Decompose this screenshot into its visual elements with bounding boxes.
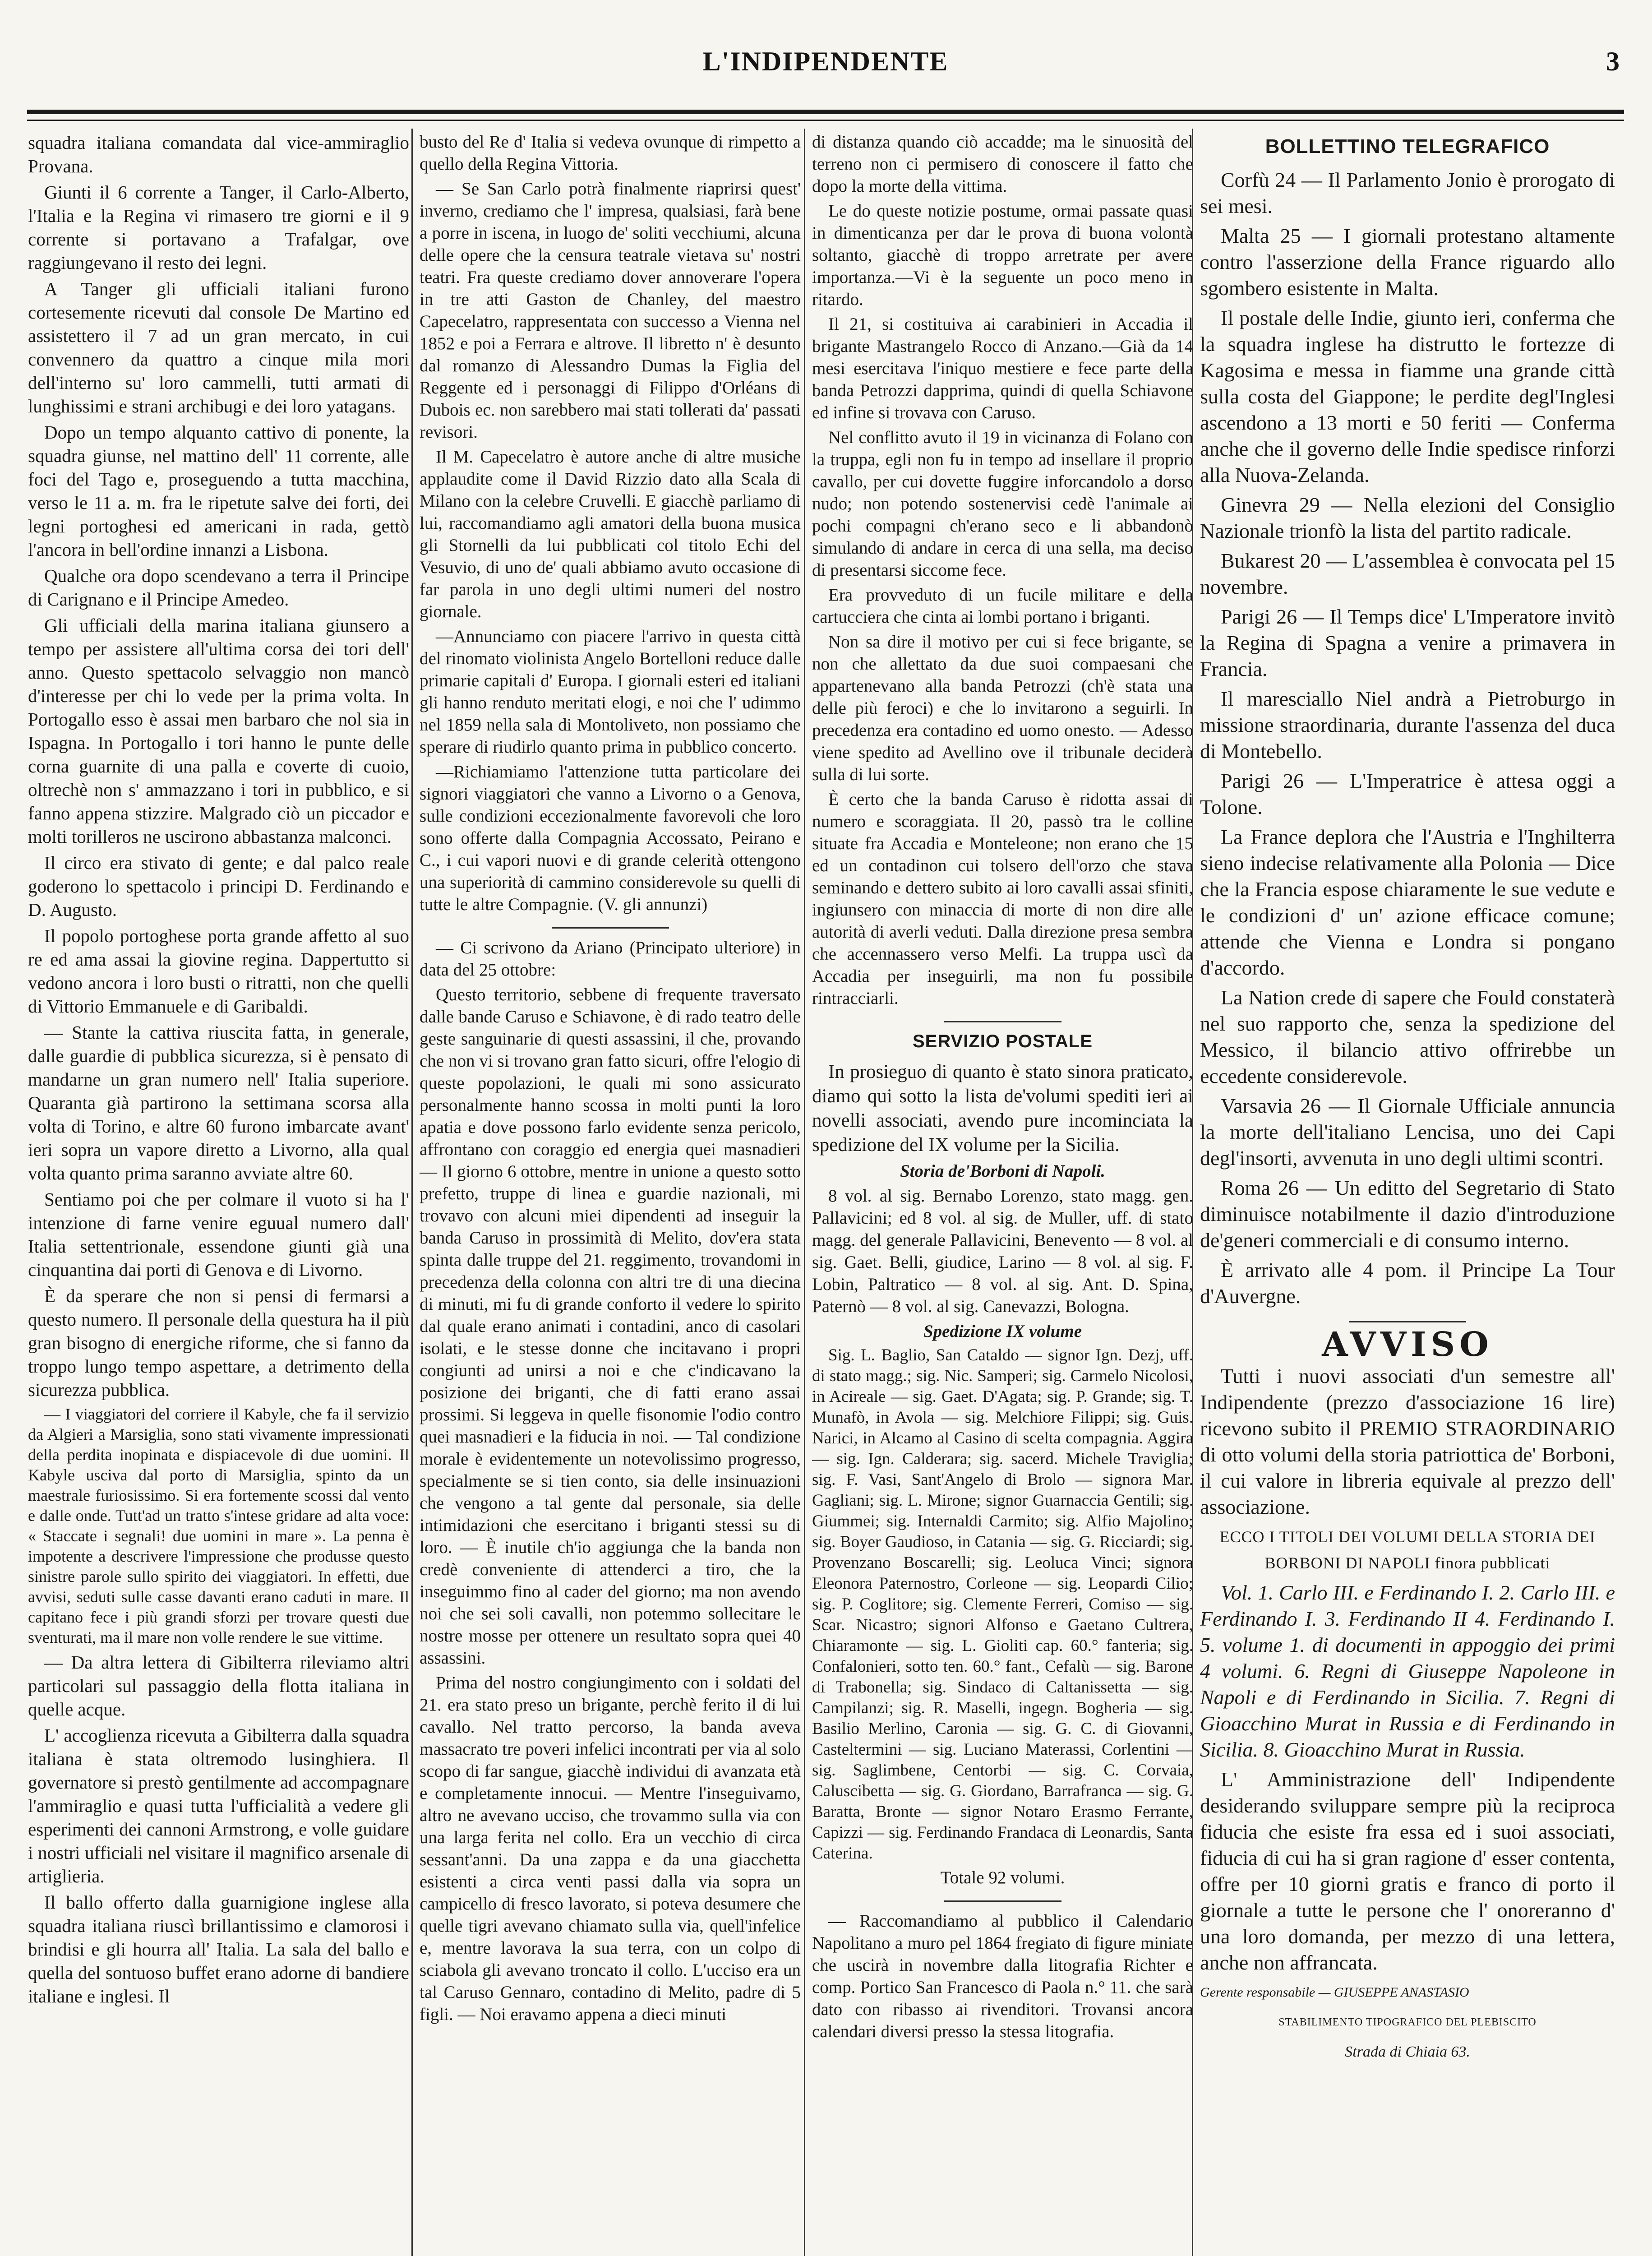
section-rule — [944, 1900, 1061, 1902]
paragraph: Malta 25 — I giornali protestano altamente contro l'asserzione della France riguardo allo sgombero esistente in Malta. — [1200, 224, 1615, 300]
paragraph: È arrivato alle 4 pom. il Principe La Tour d'Auvergne. — [1200, 1258, 1615, 1308]
printer-address: Strada di Chiaia 63. — [1345, 2043, 1470, 2060]
paragraph: In prosieguo di quanto è stato sinora praticato, diamo qui sotto la lista de'volumi spediti ieri ai novelli associati, avendo pure incominciata la spedizione del IX volume per la Sicilia. — [812, 1061, 1193, 1156]
section-heading-servizio-postale: SERVIZIO POSTALE — [912, 1031, 1093, 1051]
paragraph: Parigi 26 — Il Temps dice' L'Imperatore invitò la Regina di Spagna a venire a primavera in Francia. — [1200, 605, 1615, 680]
page-number: 3 — [1606, 46, 1620, 76]
paragraph: L' accoglienza ricevuta a Gibilterra dalla squadra italiana è stata oltremodo lusinghiera. Il governatore si prestò gentilmente ad accompagnare l'ammiraglio e quasi tutta l'ufficialità a vedere gli esperimenti dei cannoni Armstrong, e volle guidare i nostri ufficiali nel visitare il magnifico arsenale di artiglieria. — [28, 1725, 409, 1886]
paragraph: Il circo era stivato di gente; e dal palco reale goderono lo spettacolo i principi D. Ferdinando e D. Augusto. — [28, 852, 409, 920]
header-rule-thick — [27, 110, 1624, 114]
section-rule — [552, 927, 669, 929]
paragraph: — Ci scrivono da Ariano (Principato ulteriore) in data del 25 ottobre: — [420, 938, 801, 980]
paragraph: — Stante la cattiva riuscita fatta, in generale, dalle guardie di pubblica sicurezza, si è pensato di mandarne un gran numero nell' Italia superiore. Quaranta già partirono la settimana scorsa alla volta di Torino, e altre 60 furono imbarcate avant' ieri sopra un vapore diretto a Livorno, alla qual volta quanto prima saranno avviate altre 60. — [28, 1022, 409, 1183]
paragraph: Gli ufficiali della marina italiana giunsero a tempo per assistere all'ultima corsa dei tori dell' anno. Questo spettacolo selvaggio non mancò d'interesse per chi lo vede per la prima volta. In Portogallo esso è assai men barbaro che nol sia in Ispagna. In Portogallo i tori hanno le punte delle corna guarnite di una palla e coverte di cuoio, oltrechè non s' ammazzano i tori in pubblico, e si fanno appena stizzire. Malgrado ciò un piccador e molti torilleros ne uscirono abbastanza malconci. — [28, 615, 409, 847]
paragraph: Dopo un tempo alquanto cattivo di ponente, la squadra giunse, nel mattino dell' 11 corrente, alle foci del Tago e, proseguendo a tutta macchina, verso le 11 a. m. fra le ripetute salve dei forti, dei legni portoghesi ed americani in rada, gettò l'ancora in bell'ordine innanzi a Lisbona. — [28, 422, 409, 560]
column-2 — [420, 131, 801, 2256]
column-divider — [804, 129, 805, 2256]
paragraph: Il postale delle Indie, giunto ieri, conferma che la squadra inglese ha distrutto le fortezze di Kagosima e messa in fiamme una grande città sulla costa del Giappone; le perdite degl'Inglesi ascendono a 13 morti e 50 feriti — Conferma anche che il governo delle Indie spedisce rinforzi alla Nuova-Zelanda. — [1200, 306, 1615, 486]
paragraph: busto del Re d' Italia si vedeva ovunque di rimpetto a quello della Regina Vittoria. — [420, 132, 801, 174]
paragraph: Sig. L. Baglio, San Cataldo — signor Ign. Dezj, uff. di stato magg.; sig. Nic. Samperi; sig. Carmelo Nicolosi, in Acireale — sig. Gaet. D'Agata; sig. P. Grande; sig. T. Munafò, in Avola — sig. Melchiore Filippi; sig. Guis. Narici, in Alcamo al Casino di scelta compagnia. Aggira — sig. Ign. Calderara; sig. sacerd. Michele Traviglia; sig. F. Vasi, Sant'Angelo di Brolo — signora Mar. Gagliani; sig. L. Mirone; signor Guarnaccia Gentili; sig. Giummei; sig. Internaldi Carmito; sig. Alfio Majolino; sig. Boyer Gaudioso, in Catania — sig. G. Ricciardi; sig. Provenzano Boscarelli; sig. Leoluca Vinci; signora Eleonora Paternostro, Corleone — sig. Leopardi Cilio; sig. P. Coglitore; sig. Clemente Ferreri, Comiso — sig. Scar. Nicastro; signori Alfonso e Gaetano Cultrera, Chiaramonte — sig. L. Gioliti cap. 60.° fanteria; sig. Confalonieri, sotto ten. 60.° fant., Cefalù — sig. Barone di Trabonella; sig. Sindaco di Caltanissetta — sig. Campilanzi; sig. R. Maselli, ingegn. Bogheria — sig. Basilio Merlino, Caronia — sig. G. C. di Giovanni, Casteltermini — sig. Luciano Materassi, Corlentini — sig. Saglimbene, Centorbi — sig. C. Corvaia, Caluscibetta — sig. G. Giordano, Barrafranca — sig. G. Baratta, Bronte — signor Notaro Erasmo Ferrante, Capizzi — sig. Ferdinando Frandaca di Leonardis, Santa Caterina. — [812, 1346, 1193, 1863]
paragraph: Nel conflitto avuto il 19 in vicinanza di Folano con la truppa, egli non fu in tempo ad insellare il proprio cavallo, per cui dovette fuggire inforcandolo a dorso nudo; non potendo sostenervisi cedè l'animale ai pochi compagni ch'erano seco e li abbandonò simulando di andare in cerca di una sella, ma deciso di presentarsi siccome fece. — [812, 428, 1193, 580]
paragraph: Il popolo portoghese porta grande affetto al suo re ed ama assai la giovine regina. Dappertutto si vedono ancora i loro busti o ritratti, non che quelli di Vittorio Emmanuele e di Garibaldi. — [28, 925, 409, 1017]
paragraph: Questo territorio, sebbene di frequente traversato dalle bande Caruso e Schiavone, è di rado teatro delle geste sanguinarie di questi assassini, il che, provando che non vi si trovano gran fatto sicuri, offre l'elogio di queste popolazioni, le quali mi sono assicurato personalmente hanno scossa in molti punti la loro apatia e dove possono farlo evidente senza pericolo, affrontano con coraggio ed energia quei masnadieri — Il giorno 6 ottobre, mentre in unione a questo sotto prefetto, truppe di linea e guardie nazionali, mi trovavo con alcuni miei dipendenti ad inseguir la banda Caruso in prossimità di Melito, dov'era stata spinta dalle truppe del 21. reggimento, trovandomi in precedenza della colonna con altri tre di una diecina di minuti, mi fu di grande conforto il vedere lo spirito dal quale erano animati i contadini, anco di casolari isolati, e le stesse donne che incitavano i propri congiunti ad unirsi a noi e che c'indicavano la posizione dei briganti, che di fatti erano assai prossimi. Si leggeva in quelle fisonomie l'odio contro quei masnadieri e la fiducia in noi. — Tal condizione morale è evidentemente un notevolissimo progresso, specialmente se si tien conto, sia delle insinuazioni che vengono a tal gente dal personale, sia delle intimidazioni che esercitano i briganti stessi su di loro. — È inutile ch'io aggiunga che la banda non credè conveniente di attenderci a tiro, che la inseguimmo fino al cader del giorno; ma non avendo noi che sei soli cavalli, non potemmo sollecitare le nostre mosse per ottenere un resultato sopra quei 40 assassini. — [420, 985, 801, 1668]
total-volumes: Totale 92 volumi. — [940, 1868, 1065, 1887]
printer-line: STABILIMENTO TIPOGRAFICO DEL PLEBISCITO — [1278, 2016, 1537, 2028]
paragraph: Il 21, si costituiva ai carabinieri in Accadia il brigante Mastrangelo Rocco di Anzano.—Già da 14 mesi esercitava l'iniquo mestiere e fece parte della banda Petrozzi dapprima, quindi di quella Schiavone ed infine si trovava con Caruso. — [812, 314, 1193, 422]
paragraph: Roma 26 — Un editto del Segretario di Stato diminuisce notabilmente il dazio d'introduzione de'generi commerciali e di consumo interno. — [1200, 1176, 1615, 1252]
paragraph: A Tanger gli ufficiali italiani furono cortesemente ricevuti dal console De Martino ed assistettero il 7 ad un gran mercato, in cui convennero da quattro a cinque mila mori dell'interno su' loro cammelli, tutti armati di lunghissimi e strani archibugi e dei loro yatagans. — [28, 278, 409, 416]
paragraph: —Richiamiamo l'attenzione tutta particolare dei signori viaggiatori che vanno a Livorno o a Genova, sulle condizioni eccezionalmente favorevoli che loro sono offerte dalla Compagnia Accossato, Peirano e C., i cui vapori nuovi e di grande celerità ottengono una superiorità di cammino considerevole su quelli di tutte le altre Compagnie. (V. gli annunzi) — [420, 762, 801, 914]
paragraph: Parigi 26 — L'Imperatrice è attesa oggi a Tolone. — [1200, 769, 1615, 818]
paragraph: È da sperare che non si pensi di fermarsi a questo numero. Il personale della questura ha il più gran bisogno di energiche riforme, che si fanno da troppo lungo tempo aspettare, a detrimento della sicurezza pubblica. — [28, 1285, 409, 1400]
paragraph: di distanza quando ciò accadde; ma le sinuosità del terreno non ci permisero di conoscere il fatto che dopo la morte della vittima. — [812, 132, 1193, 196]
paragraph: 8 vol. al sig. Bernabo Lorenzo, stato magg. gen. Pallavicini; ed 8 vol. al sig. de Muller, uff. di stato magg. del generale Pallavicini, Benevento — 8 vol. al sig. Gaet. Belli, giudice, Larino — 8 vol. al sig. F. Lobin, Paltratico — 8 vol. al sig. Ant. D. Spina, Paternò — 8 vol. al sig. Canevazzi, Bologna. — [812, 1186, 1193, 1316]
paragraph: Prima del nostro congiungimento con i soldati del 21. era stato preso un brigante, perchè ferito il di lui cavallo. Nel tratto percorso, la banda aveva massacrato tre poveri infelici incontrati per via al solo scopo di far sangue, giacchè individui di avanzata età e completamente innocui. — Mentre l'inseguivamo, altro ne avevano ucciso, che trovammo sulla via con una larga ferita nel collo. Era un vecchio di circa sessant'anni. Da una zappa e da una giacchetta esistenti a circa venti passi dalla via sopra un campicello di fresco lavorato, si poteva desumere che quelle tigri avevano chiamato sulla via, quell'infelice e, mentre lavorava la sua terra, con un colpo di sciabola gli avevano troncato il collo. L'ucciso era un tal Caruso Gennaro, contadino di Melito, padre di 5 figli. — Noi eravamo appena a dieci minuti — [420, 1673, 801, 2024]
titles-heading: ECCO I TITOLI DEI VOLUMI DELLA STORIA DEI BORBONI DI NAPOLI finora pubblicati — [1219, 1528, 1596, 1572]
paragraph: Sentiamo poi che per colmare il vuoto si ha l' intenzione di farne venire eguual numero dall' Italia settentrionale, essendone giunti già una cinquantina dai porti di Genova e di Livorno. — [28, 1189, 409, 1280]
section-rule — [944, 1021, 1061, 1022]
paragraph: Varsavia 26 — Il Giornale Ufficiale annuncia la morte dell'italiano Lencisa, uno dei Capi degl'insorti, avvenuta in uno degli ultimi scontri. — [1200, 1094, 1615, 1170]
paragraph: Tutti i nuovi associati d'un semestre all' Indipendente (prezzo d'associazione 16 lire) ricevono subito il PREMIO STRAORDINARIO di otto volumi della storia patriottica de' Borboni, il cui valore in libreria equivale al prezzo dell' associazione. — [1200, 1364, 1615, 1518]
paragraph: —Annunciamo con piacere l'arrivo in questa città del rinomato violinista Angelo Bortelloni reduce dalle primarie capitali d' Europa. I giornali esteri ed italiani gli hanno renduto meritati elogi, e noi che l' udimmo nel 1859 nella sala di Montoliveto, non possiamo che sperare di riudirlo quanto prima in pubblico concerto. — [420, 627, 801, 757]
titles-list: Vol. 1. Carlo III. e Ferdinando I. 2. Carlo III. e Ferdinando I. 3. Ferdinando II 4. Ferdinando I. 5. volume 1. di documenti in appoggio dei primi 4 volumi. 6. Regni di Giuseppe Napoleone in Napoli e di Ferdinando in Sicilia. 7. Regni di Gioacchino Murat in Russia e di Ferdinando in Sicilia. 8. Gioacchino Murat in Russia. — [1200, 1581, 1615, 1761]
paragraph: Giunti il 6 corrente a Tanger, il Carlo-Alberto, l'Italia e la Regina vi rimasero tre giorni e il 9 corrente si portavano a Trafalgar, ove raggiungevano il resto dei legni. — [28, 182, 409, 273]
paragraph: Il M. Capecelatro è autore anche di altre musiche applaudite come il David Rizzio dato alla Scala di Milano con la celebre Cruvelli. E giacchè parliamo di lui, raccomandiamo agli amatori della buona musica gli Stornelli da lui pubblicati col titolo Echi del Vesuvio, di uno de' quali abbiamo avuto occasione di far parola in uno degli ultimi numeri del nostro giornale. — [420, 447, 801, 621]
gerente-line: Gerente responsabile — GIUSEPPE ANASTASIO — [1200, 1985, 1469, 2000]
paragraph: La Nation crede di sapere che Fould constaterà nel suo rapporto che, senza la spedizione del Messico, il bilancio attivo offrirebbe un eccedente considerevole. — [1200, 986, 1615, 1087]
column-divider — [411, 129, 413, 2256]
column-4 — [1200, 131, 1615, 2256]
masthead — [27, 46, 1624, 87]
section-heading-bollettino: BOLLETTINO TELEGRAFICO — [1265, 135, 1550, 157]
paragraph: — Se San Carlo potrà finalmente riaprirsi quest' inverno, crediamo che l' impresa, qualsiasi, farà bene a porre in iscena, in luogo de' soliti vecchiumi, alcuna delle opere che la censura teatrale vietava su' nostri teatri. Fra queste crediamo dover annoverare l'opera in tre atti Gaston de Chanley, del maestro Capecelatro, rappresentata con successo a Vienna nel 1852 e poi a Ferrara e altrove. Il libretto n' è desunto dal romanzo di Alessandro Dumas la Figlia del Reggente ed i personaggi di Filippo d'Orléans di Dubois ec. non sarebbero mai stati tollerati da' passati revisori. — [420, 179, 801, 442]
column-1 — [28, 131, 409, 2256]
header-rule-thin — [27, 120, 1624, 121]
paragraph: — Da altra lettera di Gibilterra rileviamo altri particolari sul passaggio della flotta italiana in quelle acque. — [28, 1652, 409, 1720]
paragraph: Bukarest 20 — L'assemblea è convocata pel 15 novembre. — [1200, 549, 1615, 598]
paragraph: — I viaggiatori del corriere il Kabyle, che fa il servizio da Algieri a Marsiglia, sono stati vivamente impressionati della perdita inopinata e dispiacevole di due uomini. Il Kabyle usciva dal porto di Marsiglia, spinto da un maestrale furiosissimo. Si era fortemente scossi dal vento e dalle onde. Tutt'ad un tratto s'intese gridare ad alta voce: « Staccate i segnali! due uomini in mare ». La penna è impotente a descrivere l'impressione che produsse questo sinistre parole sullo spirito dei viaggiatori. In effetti, due avvisi, seduti sulle casse davanti erano caduti in mare. Il capitano fece i più grandi sforzi per trovare questi due sventurati, ma il mare non volle rendere le sue vittime. — [28, 1405, 409, 1646]
paragraph: Non sa dire il motivo per cui si fece brigante, se non che allettato da due suoi compaesani che appartenevano alla banda Petrozzi (ch'è stata una delle più feroci) e che lo invitarono a seguirli. In precedenza era contadino ed uomo onesto. — Adesso viene spedito ad Avellino ove il tribunale deciderà sulla di lui sorte. — [812, 632, 1193, 784]
subheading-storia: Storia de'Borboni di Napoli. — [900, 1161, 1106, 1181]
paragraph: La France deplora che l'Austria e l'Inghilterra sieno indecise relativamente alla Polonia — Dice che la Francia espose chiaramente le sue vedute e le condizioni d' un' azione efficace comune; attende che Vienna e Londra si pongano d'accordo. — [1200, 825, 1615, 979]
subheading-spedizione: Spedizione IX volume — [923, 1322, 1082, 1341]
column-3 — [812, 131, 1193, 2256]
newspaper-title: L'INDIPENDENTE — [702, 46, 949, 76]
paragraph: Il ballo offerto dalla guarnigione inglese alla squadra italiana riuscì brillantissimo e clamorosi i brindisi e gli hourra all' Italia. La sala del ballo e quella del sontuoso buffet erano adorne di bandiere italiane e inglesi. Il — [28, 1892, 409, 2006]
paragraph: L' Amministrazione dell' Indipendente desiderando sviluppare sempre più la reciproca fiducia che esiste fra essa ed i suoi associati, fiducia di cui ha si gran ragione d' esser contenta, offre per 10 giorni gratis e franco di porto il giornale a tutte le persone che l' onoreranno d' una loro domanda, per mezzo di una lettera, anche non affrancata. — [1200, 1768, 1615, 1974]
paragraph: Qualche ora dopo scendevano a terra il Principe di Carignano e il Principe Amedeo. — [28, 565, 409, 610]
avviso-heading: AVVISO — [1322, 1325, 1493, 1364]
paragraph: È certo che la banda Caruso è ridotta assai di numero e scoraggiata. Il 20, passò tra le colline situate fra Accadia e Monteleone; non erano che 15 ed un contadinon cui tolsero dell'orzo che stava seminando e dettero subito ai loro cavalli assai sfiniti, ingiunsero con minaccia di morte di non dire alle autorità di averli veduti. Dalla direzione presa sembra che accennassero verso Melfi. La truppa uscì da Accadia per inseguirli, ma non fu possibile rintracciarli. — [812, 790, 1193, 1008]
paragraph: — Raccomandiamo al pubblico il Calendario Napolitano a muro pel 1864 fregiato di figure miniate che uscirà in novembre dalla litografia Richter e comp. Portico San Francesco di Paola n.° 11. che sarà dato con ribasso ai rivenditori. Trovansi ancora calendari diversi presso la stessa litografia. — [812, 1911, 1193, 2041]
paragraph: Ginevra 29 — Nella elezioni del Consiglio Nazionale trionfò la lista del partito radicale. — [1200, 493, 1615, 542]
paragraph: Le do queste notizie postume, ormai passate quasi in dimenticanza per dar le prova di buona volontà soltanto, giacchè di troppo arretrate per avere importanza.—Vi è la seguente un poco meno in ritardo. — [812, 201, 1193, 309]
paragraph: Era provveduto di un fucile militare e della cartucciera che cinta ai lombi portano i briganti. — [812, 585, 1193, 627]
paragraph: squadra italiana comandata dal vice-ammiraglio Provana. — [28, 132, 409, 176]
section-rule — [1349, 1321, 1466, 1322]
paragraph: Corfù 24 — Il Parlamento Jonio è prorogato di sei mesi. — [1200, 168, 1615, 217]
paragraph: Il maresciallo Niel andrà a Pietroburgo in missione straordinaria, durante l'assenza del duca di Montebello. — [1200, 687, 1615, 763]
